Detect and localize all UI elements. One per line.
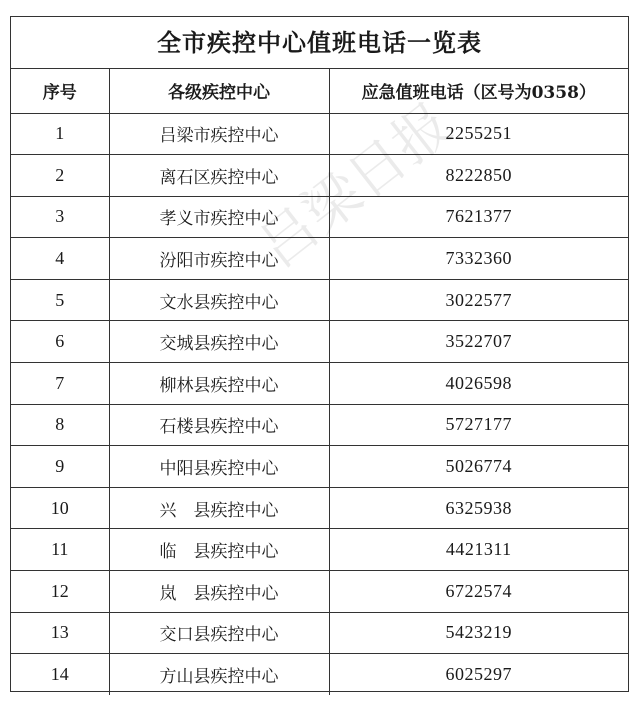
cdc-name: 离石区疾控中心 <box>109 155 329 197</box>
table-row <box>11 363 628 405</box>
row-number: 1 <box>11 113 109 155</box>
phone-number: 5423219 <box>329 612 628 654</box>
table-row <box>11 321 628 363</box>
row-number: 9 <box>11 446 109 488</box>
table-row <box>11 446 628 488</box>
phone-number: 7332360 <box>329 238 628 280</box>
table-row <box>11 571 628 613</box>
column-header-phone: 应急值班电话（区号为0358） <box>329 69 628 113</box>
table-row <box>11 155 628 197</box>
table-header-row <box>11 69 628 113</box>
cdc-name: 文水县疾控中心 <box>109 279 329 321</box>
phone-number: 2255251 <box>329 113 628 155</box>
phone-number: 3522707 <box>329 321 628 363</box>
table-row <box>11 612 628 654</box>
cdc-name: 交城县疾控中心 <box>109 321 329 363</box>
row-number: 13 <box>11 612 109 654</box>
table-row <box>11 529 628 571</box>
cdc-name: 交口县疾控中心 <box>109 612 329 654</box>
cdc-name: 石楼县疾控中心 <box>109 404 329 446</box>
cdc-name: 中阳县疾控中心 <box>109 446 329 488</box>
cdc-name: 柳林县疾控中心 <box>109 363 329 405</box>
phone-number: 4421311 <box>329 529 628 571</box>
row-number: 8 <box>11 404 109 446</box>
table-row <box>11 238 628 280</box>
column-header-no: 序号 <box>11 69 109 113</box>
phone-number: 7621377 <box>329 196 628 238</box>
phone-table <box>11 69 628 695</box>
cdc-name: 汾阳市疾控中心 <box>109 238 329 280</box>
row-number: 7 <box>11 363 109 405</box>
table-row <box>11 113 628 155</box>
cdc-name: 临 县疾控中心 <box>109 529 329 571</box>
phone-number: 6325938 <box>329 487 628 529</box>
cdc-name: 方山县疾控中心 <box>109 654 329 696</box>
watermark-text: 吕梁日报 <box>247 91 464 281</box>
table-row <box>11 487 628 529</box>
cdc-name: 兴 县疾控中心 <box>109 487 329 529</box>
column-header-name: 各级疾控中心 <box>109 69 329 113</box>
row-number: 2 <box>11 155 109 197</box>
table-row <box>11 404 628 446</box>
cdc-name: 吕梁市疾控中心 <box>109 113 329 155</box>
phone-number: 8222850 <box>329 155 628 197</box>
table-row <box>11 279 628 321</box>
cdc-name: 岚 县疾控中心 <box>109 571 329 613</box>
phone-number: 5026774 <box>329 446 628 488</box>
table-row <box>11 196 628 238</box>
row-number: 3 <box>11 196 109 238</box>
row-number: 11 <box>11 529 109 571</box>
row-number: 6 <box>11 321 109 363</box>
phone-number: 3022577 <box>329 279 628 321</box>
phone-directory-sheet <box>10 16 629 692</box>
phone-number: 5727177 <box>329 404 628 446</box>
phone-number: 4026598 <box>329 363 628 405</box>
phone-number: 6025297 <box>445 664 512 685</box>
row-number: 4 <box>11 238 109 280</box>
row-number: 5 <box>11 279 109 321</box>
row-number: 12 <box>11 571 109 613</box>
page-title: 全市疾控中心值班电话一览表 <box>11 17 628 69</box>
phone-number: 6722574 <box>329 571 628 613</box>
cdc-name: 孝义市疾控中心 <box>109 196 329 238</box>
row-number: 14 <box>11 654 109 696</box>
table-row <box>11 654 628 696</box>
row-number: 10 <box>11 487 109 529</box>
